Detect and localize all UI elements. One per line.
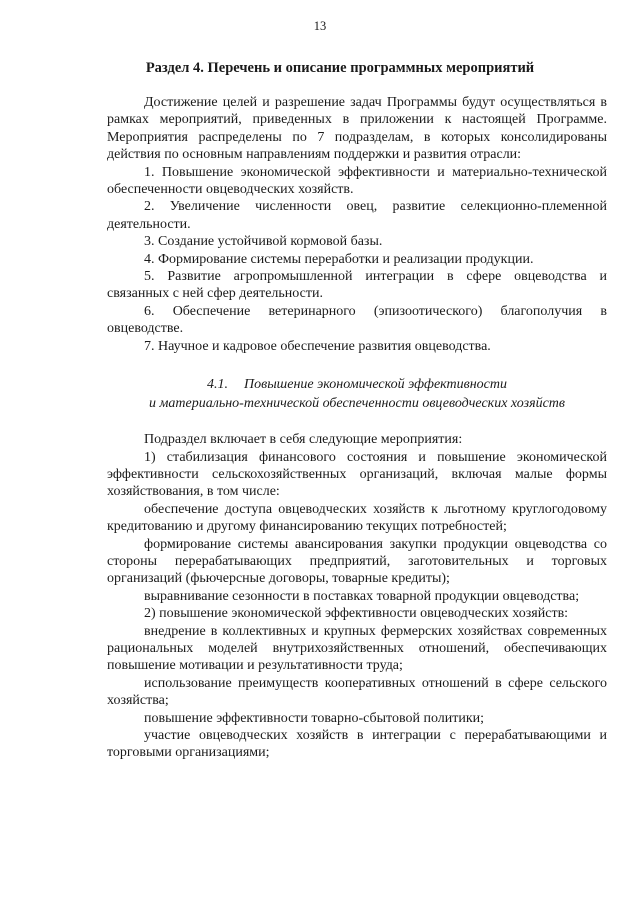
subsection-list-item-3: 3. Создание устойчивой кормовой базы. — [144, 234, 383, 250]
intro-paragraph: Достижение целей и разрешение задач Программы будут осуществляться в рамках мероприятий, приведенных в приложении к настоящей Программе. Мероприятия распределены по 7 подразделам, в которых консолидированы действия по основным направлениям поддержки и развития отрасли: — [107, 95, 607, 163]
measure-item-9: участие овцеводческих хозяйств в интеграции с перерабатывающими и торговыми организациями; — [107, 728, 607, 761]
measure-item-2: обеспечение доступа овцеводческих хозяйств к льготному круглогодовому кредитованию и другому финансированию текущих потребностей; — [107, 501, 607, 535]
measure-item-3: формирование системы авансирования закупки продукции овцеводства со стороны перерабатывающих предприятий, заготовительных и торговых организаций (фьючерсные договоры, товарные кредиты); — [107, 536, 607, 587]
subsection-list-item-2: 2. Увеличение численности овец, развитие селекционно-племенной деятельности. — [107, 199, 607, 232]
measure-item-1: 1) стабилизация финансового состояния и повышение экономической эффективности сельскохозяйственных организаций, включая малые формы хозяйствования, в том числе: — [107, 449, 607, 500]
subsection-list-item-5: 5. Развитие агропромышленной интеграции в сфере овцеводства и связанных с ней сфер деятельности. — [107, 269, 607, 302]
document-body — [107, 94, 607, 762]
section-title: Раздел 4. Перечень и описание программных мероприятий — [145, 60, 535, 76]
measure-item-5: 2) повышение экономической эффективности овцеводческих хозяйств: — [144, 606, 569, 622]
measures-intro: Подраздел включает в себя следующие мероприятия: — [144, 432, 463, 448]
subsection-list-item-6: 6. Обеспечение ветеринарного (эпизоотического) благополучия в овцеводстве. — [107, 303, 607, 337]
measure-item-7: использование преимуществ кооперативных отношений в сфере сельского хозяйства; — [107, 675, 607, 709]
subsection-heading-line1: Повышение экономической эффективности — [244, 377, 507, 393]
subsection-list-item-4: 4. Формирование системы переработки и реализации продукции. — [144, 251, 534, 267]
subsection-heading — [107, 375, 607, 413]
measure-item-6: внедрение в коллективных и крупных фермерских хозяйствах современных рациональных моделей внутрихозяйственных отношений, обеспечивающих повышение мотивации и результативности труда; — [107, 623, 607, 674]
measure-item-8: повышение эффективности товарно-сбытовой политики; — [144, 710, 485, 726]
subsection-list-item-7: 7. Научное и кадровое обеспечение развития овцеводства. — [144, 338, 491, 354]
subsection-list-item-1: 1. Повышение экономической эффективности и материально-технической обеспеченности овцеводческих хозяйств. — [107, 164, 607, 198]
subsection-heading-number: 4.1. — [207, 377, 228, 393]
page-number: 13 — [313, 19, 327, 33]
measure-item-4: выравнивание сезонности в поставках товарной продукции овцеводства; — [144, 588, 580, 604]
subsection-heading-line2: и материально-технической обеспеченности овцеводческих хозяйств — [149, 396, 565, 412]
